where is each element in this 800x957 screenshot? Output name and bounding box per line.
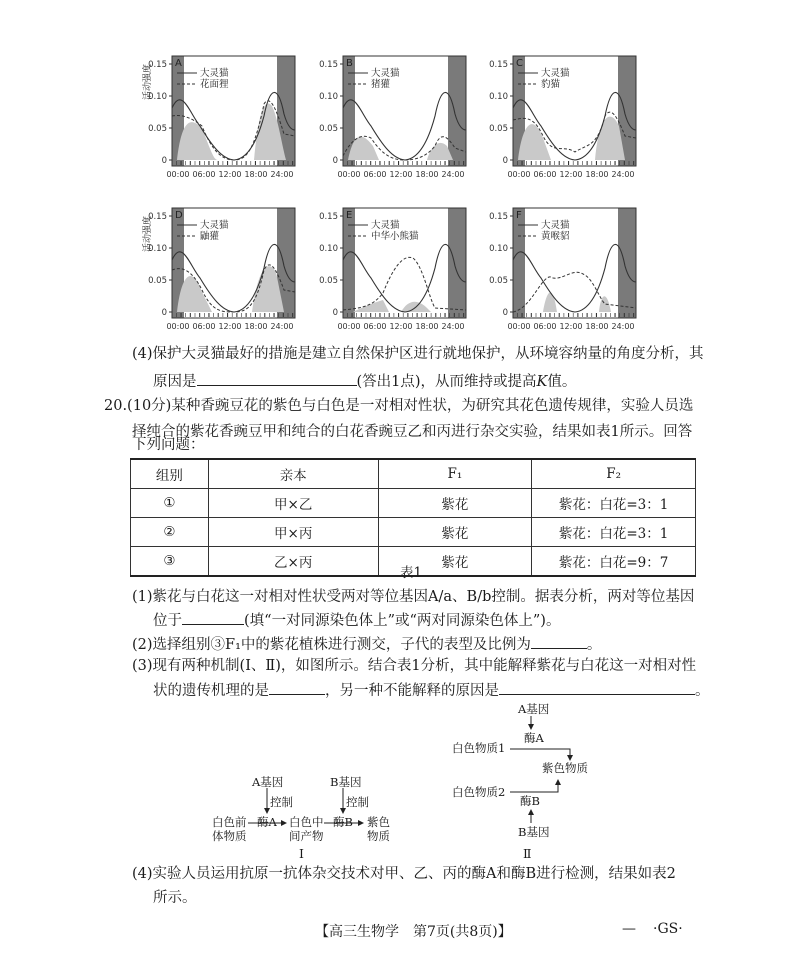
y-axis-title: 活动强度 — [143, 215, 153, 252]
cell: ① — [131, 489, 209, 518]
y-tick-label: 0.15 — [489, 212, 508, 222]
x-tick-label: 24:00 — [441, 170, 465, 179]
x-tick-label: 18:00 — [585, 170, 609, 179]
activity-chart-e — [311, 200, 476, 340]
table-row — [131, 518, 696, 547]
diag2-arrows — [440, 700, 620, 840]
y-tick-label: 0 — [332, 156, 338, 166]
diag2-gene-b: B基因 — [518, 825, 550, 839]
x-tick-label: 00:00 — [507, 170, 531, 179]
legend-solid: 大灵猫 — [541, 220, 570, 231]
panel-label: B — [346, 58, 353, 69]
y-tick-label: 0.10 — [319, 92, 338, 102]
activity-chart-b — [311, 48, 476, 188]
activity-overlap-area — [177, 103, 286, 160]
activity-chart-a — [140, 48, 305, 188]
sub1-answer-blank[interactable] — [182, 606, 244, 625]
legend-solid: 大灵猫 — [200, 68, 229, 79]
y-axis-title: 活动强度 — [143, 63, 153, 100]
th-f2: F₂ — [532, 459, 696, 489]
th-group: 组别 — [131, 459, 209, 489]
activity-overlap-area — [177, 266, 284, 312]
sub1-line2-a: 位于 — [153, 613, 182, 629]
activity-chart-c — [481, 48, 646, 188]
legend-solid: 大灵猫 — [541, 68, 570, 79]
q4-line2-c: 值。 — [547, 374, 577, 390]
sub3-answer-blank-2[interactable] — [499, 676, 695, 695]
cell: ② — [131, 518, 209, 547]
panel-label: F — [516, 210, 522, 221]
y-tick-label: 0.05 — [148, 124, 167, 134]
legend-dashed: 黄喉貂 — [541, 231, 570, 242]
cell: 紫花 — [378, 547, 532, 577]
x-tick-label: 24:00 — [270, 170, 294, 179]
activity-chart-d — [140, 200, 305, 340]
x-tick-label: 18:00 — [415, 322, 439, 331]
chart-plot — [311, 48, 481, 198]
cell: 紫花 — [378, 489, 532, 518]
y-tick-label: 0.15 — [319, 60, 338, 70]
legend-dashed: 鼬獾 — [200, 231, 220, 242]
diag2-white-2: 白色物质2 — [452, 785, 506, 799]
diag1-start-2: 体物质 — [212, 829, 247, 843]
night-shade-right — [448, 208, 466, 318]
y-tick-label: 0 — [161, 308, 167, 318]
chart-plot — [481, 200, 651, 350]
y-tick-label: 0 — [502, 308, 508, 318]
x-tick-label: 06:00 — [533, 322, 557, 331]
series-dashed-line — [513, 272, 636, 312]
x-tick-label: 12:00 — [559, 322, 583, 331]
q20-stem-line1: 20.(10分)某种香豌豆花的紫色与白色是一对相对性状，为研究其花色遗传规律，实验人员选 — [104, 398, 694, 414]
y-tick-label: 0.15 — [148, 212, 167, 222]
q20-stem-line2: 择纯合的紫花香豌豆甲和纯合的白花香豌豆乙和丙进行杂交实验，结果如表1所示。回答 — [132, 424, 693, 440]
y-tick-label: 0.05 — [319, 276, 338, 286]
diag1-start-1: 白色前 — [212, 815, 247, 829]
sub3-line2-a: 状的遗传机理的是 — [153, 683, 269, 699]
q20-stem-line3: 下列问题： — [132, 437, 205, 453]
series-solid-line — [513, 244, 636, 312]
x-tick-label: 06:00 — [363, 322, 387, 331]
chart-plot — [311, 200, 481, 350]
diag2-label: Ⅱ — [523, 846, 532, 861]
night-shade-right — [618, 208, 636, 318]
series-dashed-line — [343, 257, 466, 310]
x-tick-label: 12:00 — [389, 170, 413, 179]
activity-chart-f — [481, 200, 646, 340]
x-tick-label: 12:00 — [218, 170, 242, 179]
x-tick-label: 06:00 — [192, 322, 216, 331]
x-tick-label: 12:00 — [218, 322, 242, 331]
night-shade-right — [448, 56, 466, 166]
y-tick-label: 0.10 — [148, 92, 167, 102]
sub3-line2 — [153, 676, 710, 704]
cell: 甲×乙 — [208, 489, 378, 518]
x-tick-label: 18:00 — [415, 170, 439, 179]
q4-line1: (4)保护大灵猫最好的措施是建立自然保护区进行就地保护，从环境容纳量的角度分析，其 — [132, 346, 704, 362]
diag1-gene-a: A基因 — [252, 775, 284, 789]
x-tick-label: 00:00 — [337, 170, 361, 179]
x-tick-label: 24:00 — [270, 322, 294, 331]
sub4-line1: (4)实验人员运用抗原一抗体杂交技术对甲、乙、丙的酶A和酶B进行检测，结果如表2 — [132, 866, 676, 882]
sub3-line2-b: ，另一种不能解释的原因是 — [325, 683, 499, 699]
diag1-control-b: 控制 — [346, 795, 369, 809]
q4-line2 — [153, 367, 576, 395]
cell: 紫花 — [378, 518, 532, 547]
cell: 甲×丙 — [208, 518, 378, 547]
diag2-enzyme-b: 酶B — [520, 794, 540, 808]
footer-code: ·GS· — [653, 921, 683, 937]
diag1-arrows — [200, 770, 400, 850]
sub4-line2: 所示。 — [153, 890, 197, 906]
x-tick-label: 12:00 — [559, 170, 583, 179]
x-tick-label: 06:00 — [533, 170, 557, 179]
sub3-line1: (3)现有两种机制(Ⅰ、Ⅱ)，如图所示。结合表1分析，其中能解释紫花与白花这一对相对性 — [132, 658, 697, 674]
x-tick-label: 18:00 — [244, 170, 268, 179]
sub1-line1: (1)紫花与白花这一对相对性状受两对等位基因A/a、B/b控制。据表分析，两对等位基因 — [132, 589, 695, 605]
diag2-enzyme-a: 酶A — [524, 731, 544, 745]
y-tick-label: 0.10 — [148, 244, 167, 254]
x-tick-label: 24:00 — [611, 170, 635, 179]
cell: 乙×丙 — [208, 547, 378, 577]
x-tick-label: 06:00 — [363, 170, 387, 179]
q4-answer-blank[interactable] — [197, 367, 357, 386]
chart-plot — [140, 48, 310, 198]
x-tick-label: 24:00 — [611, 322, 635, 331]
x-tick-label: 00:00 — [337, 322, 361, 331]
th-parents: 亲本 — [208, 459, 378, 489]
y-tick-label: 0 — [332, 308, 338, 318]
y-tick-label: 0.10 — [319, 244, 338, 254]
diag1-end-1: 紫色 — [367, 815, 390, 829]
th-f1: F₁ — [378, 459, 532, 489]
table-header-row — [131, 459, 696, 489]
panel-label: A — [175, 58, 182, 69]
x-tick-label: 06:00 — [192, 170, 216, 179]
legend-solid: 大灵猫 — [371, 68, 400, 79]
legend-dashed: 猪獾 — [371, 79, 391, 90]
x-tick-label: 18:00 — [244, 322, 268, 331]
legend-dashed: 中华小熊猫 — [371, 231, 419, 242]
diag1-end-2: 物质 — [367, 829, 390, 843]
y-tick-label: 0 — [502, 156, 508, 166]
diag1-control-a: 控制 — [270, 795, 293, 809]
diag1-label: Ⅰ — [299, 846, 304, 861]
diag1-gene-b: B基因 — [330, 775, 362, 789]
sub3-answer-blank-1[interactable] — [269, 676, 325, 695]
diag1-enzyme-b: 酶B — [333, 815, 353, 829]
x-tick-label: 00:00 — [166, 170, 190, 179]
sub2-line-a: (2)选择组别③F₁中的紫花植株进行测交，子代的表型及比例为 — [132, 637, 531, 653]
panel-label: E — [346, 210, 353, 221]
x-tick-label: 12:00 — [389, 322, 413, 331]
diag2-white-1: 白色物质1 — [452, 741, 506, 755]
x-tick-label: 00:00 — [507, 322, 531, 331]
activity-overlap-area — [543, 292, 611, 312]
sub3-line2-c: 。 — [695, 683, 710, 699]
y-tick-label: 0.05 — [489, 124, 508, 134]
x-tick-label: 24:00 — [441, 322, 465, 331]
chart-plot — [140, 200, 310, 350]
sub1-line2-b: (填“一对同源染色体上”或“两对同源染色体上”)。 — [244, 613, 561, 629]
q4-line2-b: (答出1点)，从而维持或提高 — [356, 374, 537, 390]
y-tick-label: 0.15 — [148, 60, 167, 70]
series-solid-line — [343, 244, 466, 312]
legend-solid: 大灵猫 — [200, 220, 229, 231]
footer-dash: — — [622, 921, 636, 937]
panel-label: C — [516, 58, 523, 69]
y-tick-label: 0.10 — [489, 92, 508, 102]
diag1-enzyme-a: 酶A — [257, 815, 277, 829]
activity-overlap-area — [348, 136, 453, 160]
q4-k-symbol: K — [536, 374, 548, 390]
sub2-answer-blank[interactable] — [531, 630, 587, 649]
diag1-mid-1: 白色中 — [289, 815, 324, 829]
y-tick-label: 0.05 — [148, 276, 167, 286]
cell: 紫花：白花=3：1 — [532, 489, 696, 518]
panel-label: D — [175, 210, 183, 221]
y-tick-label: 0.15 — [319, 212, 338, 222]
y-tick-label: 0.05 — [319, 124, 338, 134]
chart-plot — [481, 48, 651, 198]
legend-dashed: 豹猫 — [541, 79, 561, 90]
diag2-purple: 紫色物质 — [542, 761, 588, 775]
table-1-caption: 表1 — [400, 565, 423, 581]
cell: 紫花：白花=9：7 — [532, 547, 696, 577]
cell: ③ — [131, 547, 209, 577]
legend-dashed: 花面狸 — [200, 79, 229, 90]
y-tick-label: 0.15 — [489, 60, 508, 70]
cell: 紫花：白花=3：1 — [532, 518, 696, 547]
x-tick-label: 00:00 — [166, 322, 190, 331]
diag2-gene-a: A基因 — [518, 702, 550, 716]
x-tick-label: 18:00 — [585, 322, 609, 331]
y-tick-label: 0.05 — [489, 276, 508, 286]
diag1-mid-2: 间产物 — [289, 829, 324, 843]
legend-solid: 大灵猫 — [371, 220, 400, 231]
sub2-line-b: 。 — [586, 637, 602, 653]
y-tick-label: 0 — [161, 156, 167, 166]
y-tick-label: 0.10 — [489, 244, 508, 254]
page-footer: 【高三生物学 第7页(共8页)】 — [315, 924, 512, 940]
table-row — [131, 489, 696, 518]
q4-line2-a: 原因是 — [153, 374, 197, 390]
